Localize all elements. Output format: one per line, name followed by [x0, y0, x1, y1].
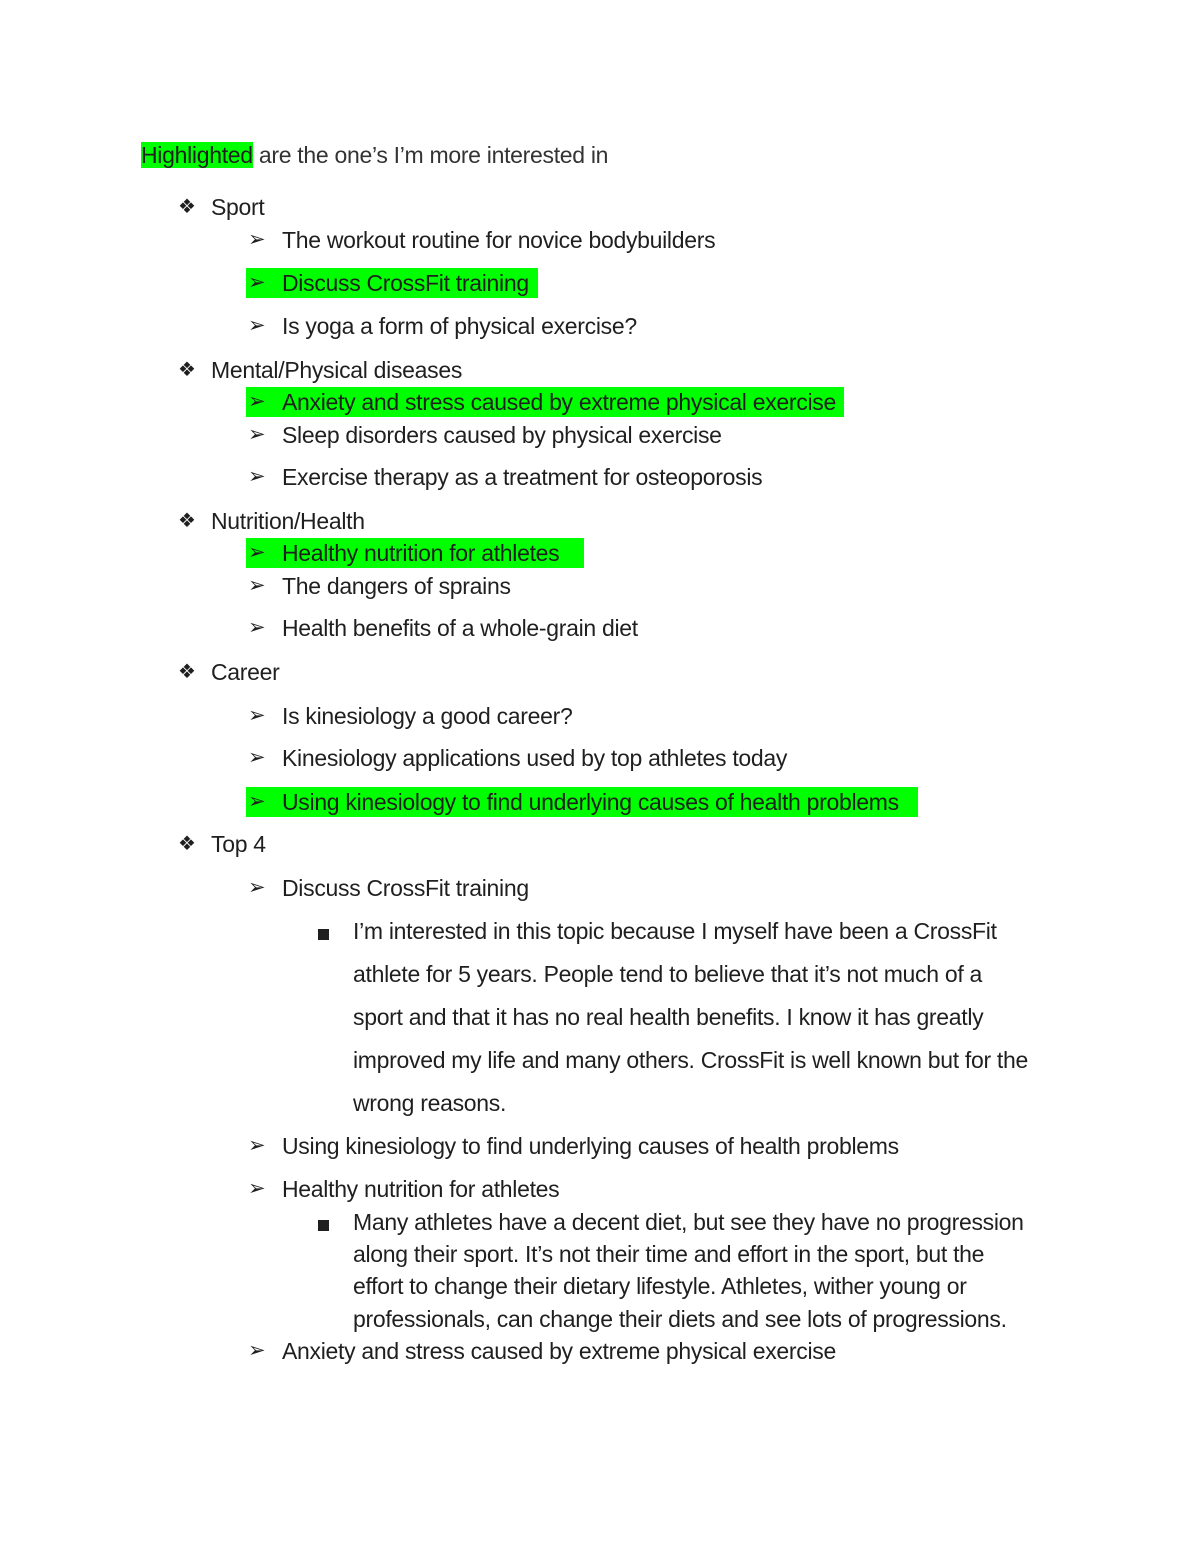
diamond-bullet-icon: ❖ — [178, 196, 196, 218]
section-title-career: Career — [211, 659, 280, 685]
arrow-bullet-icon: ➢ — [248, 271, 266, 294]
intro-highlighted-word: Highlighted — [141, 142, 253, 168]
note-line: effort to change their dietary lifestyle. Athletes, wither young or — [353, 1273, 967, 1299]
list-item-highlighted: Anxiety and stress caused by extreme physical exercise — [282, 389, 836, 415]
arrow-bullet-icon: ➢ — [248, 423, 266, 446]
diamond-bullet-icon: ❖ — [178, 510, 196, 532]
list-item-highlighted: Discuss CrossFit training — [282, 270, 529, 296]
note-line: Many athletes have a decent diet, but see they have no progression — [353, 1209, 1024, 1235]
section-title-sport: Sport — [211, 194, 265, 220]
section-title-top4: Top 4 — [211, 831, 266, 857]
intro-rest: are the one’s I’m more interested in — [252, 142, 609, 168]
list-item: Sleep disorders caused by physical exercise — [282, 422, 722, 448]
list-item: The workout routine for novice bodybuilders — [282, 227, 716, 253]
note-line: improved my life and many others. CrossFit is well known but for the — [353, 1047, 1028, 1073]
arrow-bullet-icon: ➢ — [248, 390, 266, 413]
arrow-bullet-icon: ➢ — [248, 465, 266, 488]
list-item: Discuss CrossFit training — [282, 875, 529, 901]
square-bullet-icon — [318, 929, 329, 940]
arrow-bullet-icon: ➢ — [248, 790, 266, 813]
intro-line — [141, 140, 608, 170]
arrow-bullet-icon: ➢ — [248, 616, 266, 639]
list-item: Using kinesiology to find underlying causes of health problems — [282, 1133, 899, 1159]
list-item: The dangers of sprains — [282, 573, 511, 599]
list-item-highlighted: Using kinesiology to find underlying causes of health problems — [282, 789, 899, 815]
diamond-bullet-icon: ❖ — [178, 661, 196, 683]
arrow-bullet-icon: ➢ — [248, 876, 266, 899]
arrow-bullet-icon: ➢ — [248, 1177, 266, 1200]
arrow-bullet-icon: ➢ — [248, 541, 266, 564]
section-title-nutrition: Nutrition/Health — [211, 508, 365, 534]
arrow-bullet-icon: ➢ — [248, 746, 266, 769]
list-item: Is yoga a form of physical exercise? — [282, 313, 637, 339]
square-bullet-icon — [318, 1220, 329, 1231]
arrow-bullet-icon: ➢ — [248, 1339, 266, 1362]
list-item: Exercise therapy as a treatment for osteoporosis — [282, 464, 763, 490]
arrow-bullet-icon: ➢ — [248, 574, 266, 597]
arrow-bullet-icon: ➢ — [248, 228, 266, 251]
list-item: Kinesiology applications used by top athletes today — [282, 745, 788, 771]
note-line: along their sport. It’s not their time and effort in the sport, but the — [353, 1241, 985, 1267]
note-line: athlete for 5 years. People tend to believe that it’s not much of a — [353, 961, 982, 987]
note-line: wrong reasons. — [353, 1090, 507, 1116]
list-item: Anxiety and stress caused by extreme physical exercise — [282, 1338, 836, 1364]
list-item-highlighted: Healthy nutrition for athletes — [282, 540, 560, 566]
list-item: Healthy nutrition for athletes — [282, 1176, 560, 1202]
note-line: professionals, can change their diets and see lots of progressions. — [353, 1306, 1007, 1332]
diamond-bullet-icon: ❖ — [178, 833, 196, 855]
note-line: sport and that it has no real health benefits. I know it has greatly — [353, 1004, 984, 1030]
list-item: Is kinesiology a good career? — [282, 703, 573, 729]
note-line: I’m interested in this topic because I myself have been a CrossFit — [353, 918, 997, 944]
diamond-bullet-icon: ❖ — [178, 359, 196, 381]
arrow-bullet-icon: ➢ — [248, 314, 266, 337]
arrow-bullet-icon: ➢ — [248, 1134, 266, 1157]
arrow-bullet-icon: ➢ — [248, 704, 266, 727]
list-item: Health benefits of a whole-grain diet — [282, 615, 638, 641]
section-title-mental: Mental/Physical diseases — [211, 357, 463, 383]
